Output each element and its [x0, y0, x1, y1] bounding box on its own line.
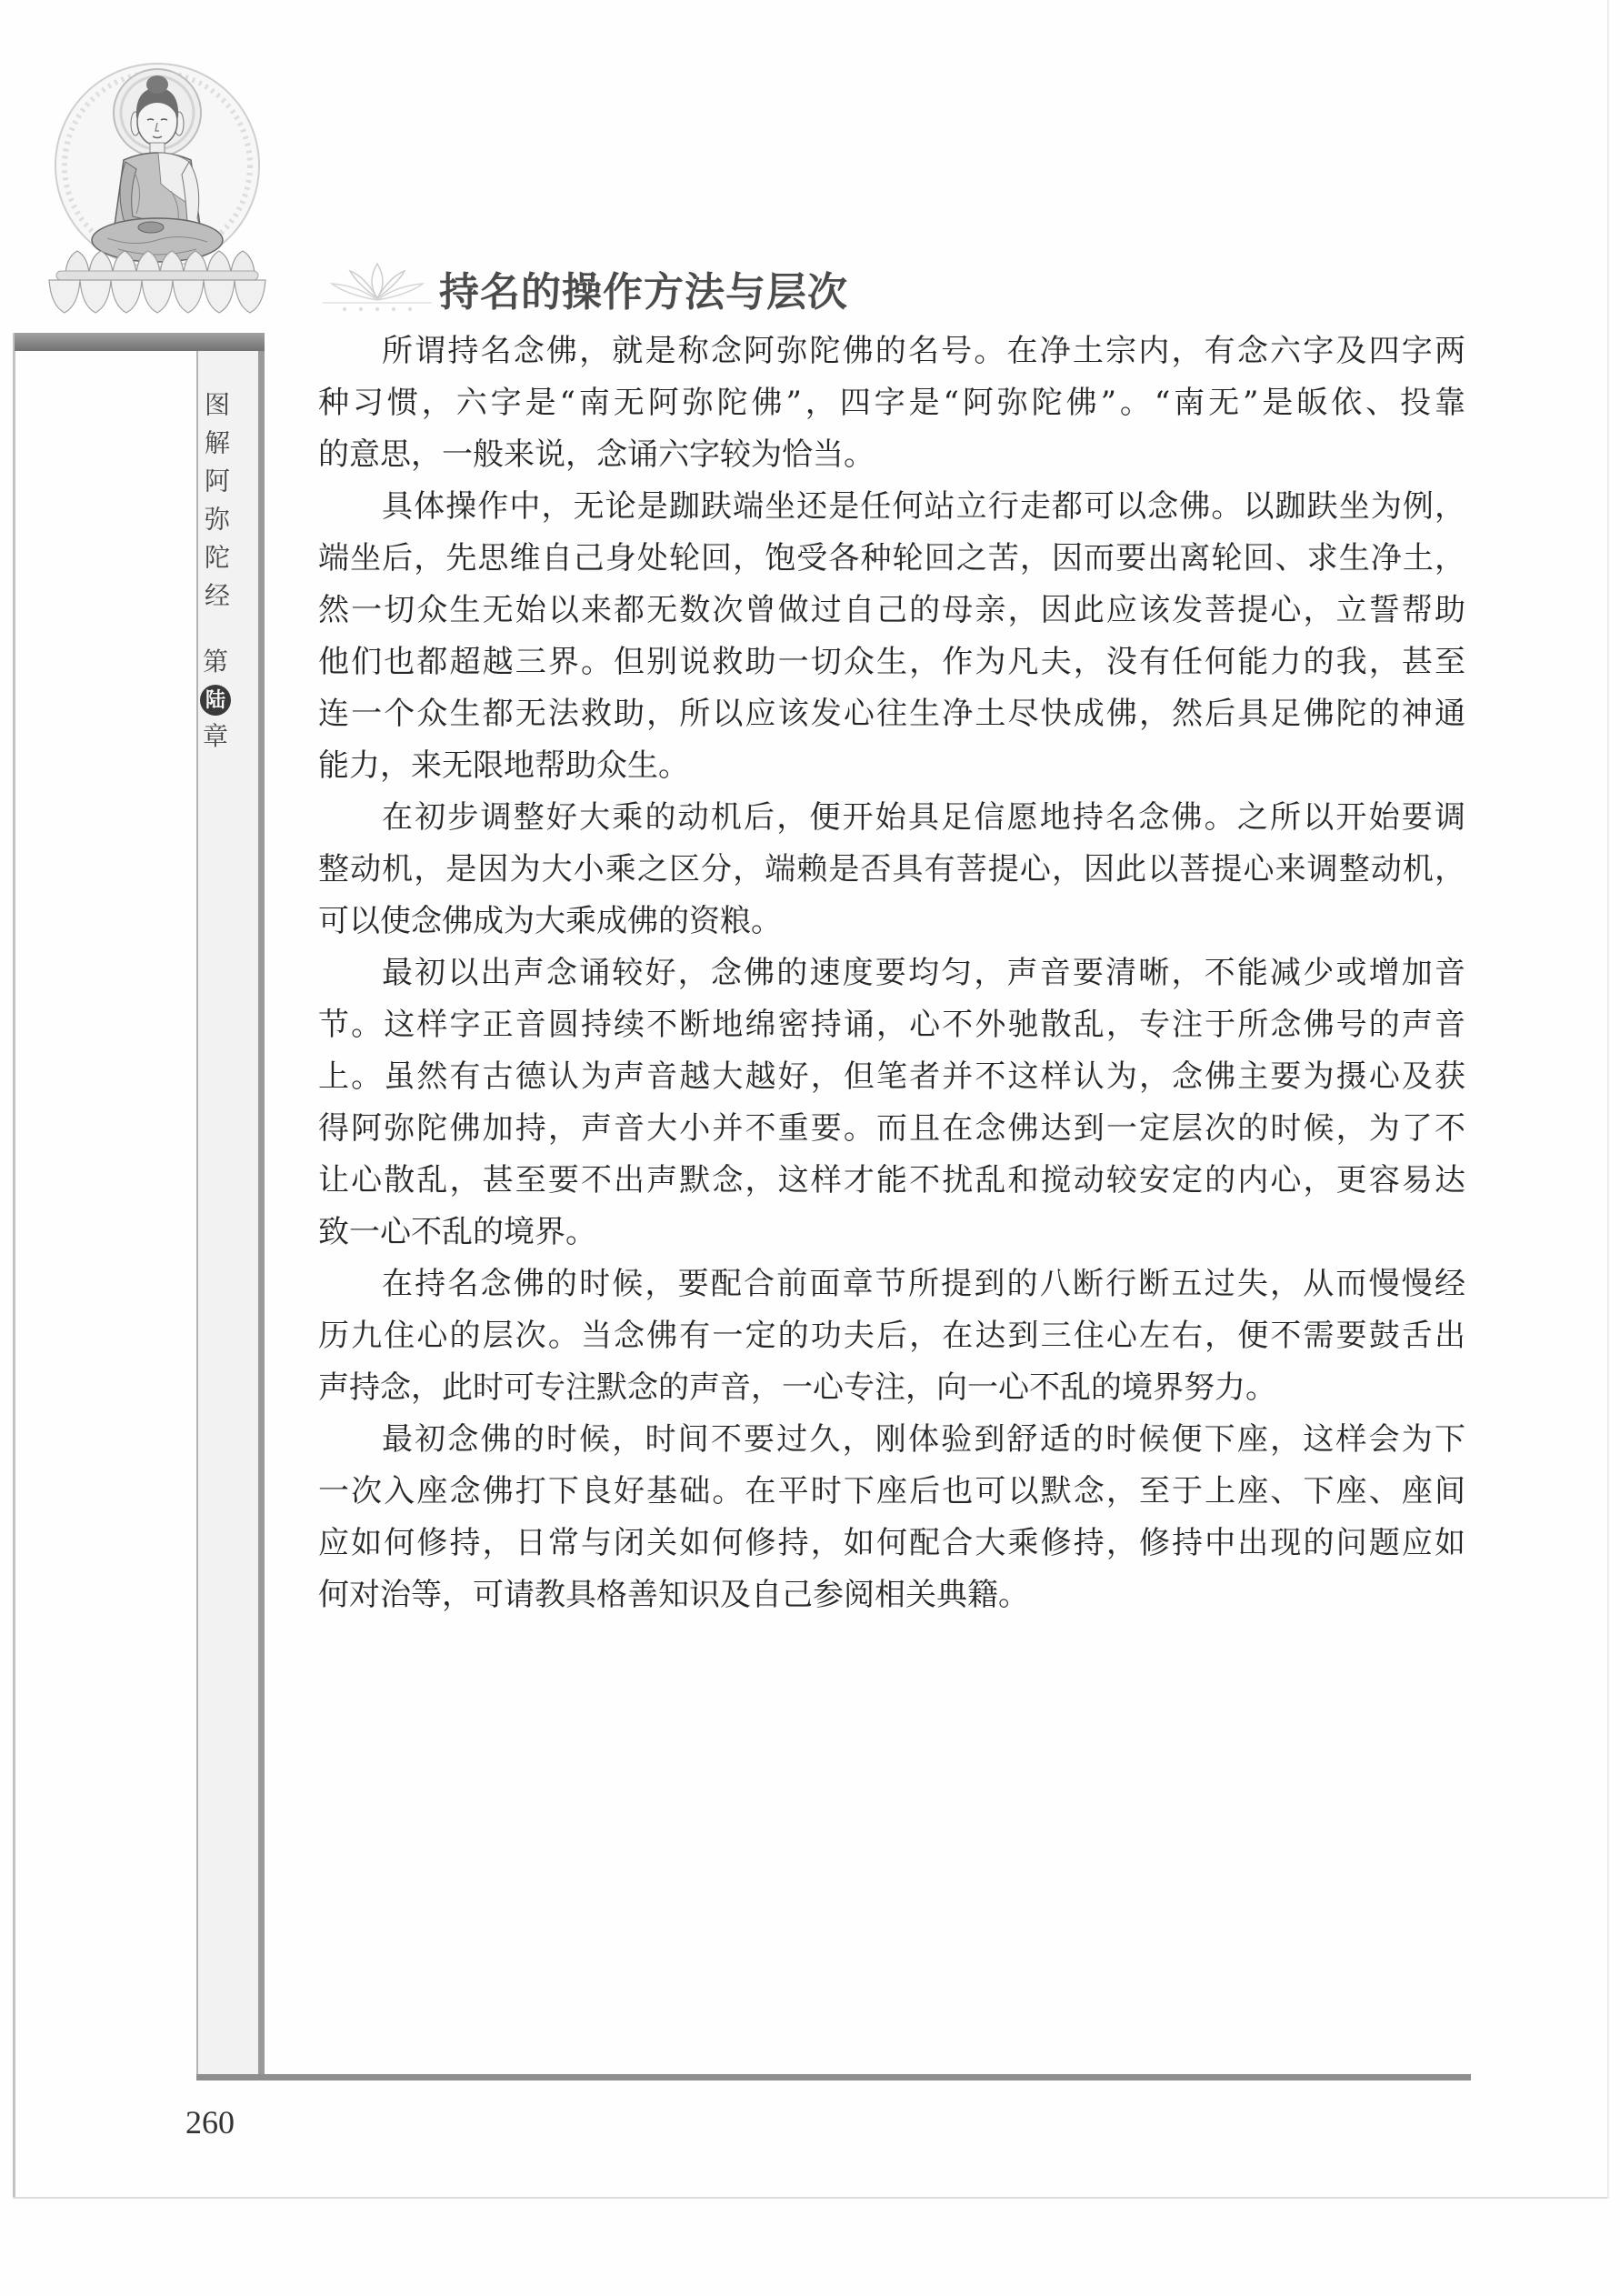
- text-line: 致一心不乱的境界。: [318, 1214, 596, 1250]
- text-line: 最初以出声念诵较好，念佛的速度要均匀，声音要清晰，不能减少或增加音: [382, 955, 1465, 991]
- section-title: 持名的操作方法与层次: [439, 269, 848, 316]
- text-line: 在初步调整好大乘的动机后，便开始具足信愿地持名念佛。之所以开始要调: [382, 799, 1465, 836]
- text-line: 的意思，一般来说，念诵六字较为恰当。: [318, 436, 875, 473]
- sidebar-chapter-number: 陆: [200, 685, 231, 716]
- sidebar-chapter-suffix: 章: [202, 721, 228, 751]
- text-line: 连一个众生都无法救助，所以应该发心往生净土尽快成佛，然后具足佛陀的神通: [318, 696, 1465, 732]
- text-line: 上。虽然有古德认为声音越大越好，但笔者并不这样认为，念佛主要为摄心及获: [318, 1058, 1465, 1095]
- paragraph: [318, 792, 1465, 947]
- paragraph: [318, 326, 1465, 481]
- text-line: 所谓持名念佛，就是称念阿弥陀佛的名号。在净土宗内，有念六字及四字两: [382, 333, 1465, 369]
- text-line: 一次入座念佛打下良好基础。在平时下座后也可以默念，至于上座、下座、座间: [318, 1473, 1465, 1509]
- scan-edge-left: [13, 333, 15, 2199]
- text-line: 然一切众生无始以来都无数次曾做过自己的母亲，因此应该发菩提心，立誓帮助: [318, 592, 1465, 628]
- sidebar-book-title: 图解阿弥陀经: [201, 391, 231, 620]
- text-line: 应如何修持，日常与闭关如何修持，如何配合大乘修持，修持中出现的问题应如: [318, 1525, 1465, 1561]
- page-number: 260: [185, 2104, 235, 2141]
- text-line: 何对治等，可请教具格善知识及自己参阅相关典籍。: [318, 1577, 1029, 1613]
- paragraph: [318, 481, 1465, 792]
- sidebar-chapter-prefix: 第: [202, 647, 228, 677]
- text-line: 最初念佛的时候，时间不要过久，刚体验到舒适的时候便下座，这样会为下: [382, 1421, 1465, 1458]
- text-line: 在持名念佛的时候，要配合前面章节所提到的八断行断五过失，从而慢慢经: [382, 1266, 1465, 1302]
- paragraph: [318, 947, 1465, 1258]
- text-line: 具体操作中，无论是跏趺端坐还是任何站立行走都可以念佛。以跏趺坐为例，: [382, 488, 1465, 525]
- sidebar-top-bar: [15, 333, 265, 351]
- buddha-illustration: [35, 45, 280, 318]
- body-text: [318, 326, 1465, 1621]
- footer-rule: [196, 2074, 1471, 2080]
- text-line: 能力，来无限地帮助众生。: [318, 747, 689, 784]
- scan-edge-right: [1607, 0, 1609, 2199]
- text-line: 得阿弥陀佛加持，声音大小并不重要。而且在念佛达到一定层次的时候，为了不: [318, 1110, 1465, 1147]
- text-line: 历九住心的层次。当念佛有一定的功夫后，在达到三住心左右，便不需要鼓舌出: [318, 1318, 1465, 1354]
- text-line: 节。这样字正音圆持续不断地绵密持诵，心不外驰散乱，专注于所念佛号的声音: [318, 1007, 1465, 1043]
- text-line: 可以使念佛成为大乘成佛的资粮。: [318, 903, 782, 939]
- paragraph: [318, 1258, 1465, 1414]
- lotus-ornament: [314, 256, 441, 316]
- text-line: 端坐后，先思维自己身处轮回，饱受各种轮回之苦，因而要出离轮回、求生净土，: [318, 540, 1465, 577]
- scan-edge-bottom: [13, 2197, 1609, 2199]
- paragraph: [318, 1414, 1465, 1621]
- text-line: 种习惯，六字是“南无阿弥陀佛”，四字是“阿弥陀佛”。“南无”是皈依、投靠: [318, 385, 1465, 421]
- text-line: 让心散乱，甚至要不出声默念，这样才能不扰乱和搅动较安定的内心，更容易达: [318, 1162, 1465, 1198]
- text-line: 他们也都超越三界。但别说救助一切众生，作为凡夫，没有任何能力的我，甚至: [318, 644, 1465, 680]
- text-line: 声持念，此时可专注默念的声音，一心专注，向一心不乱的境界努力。: [318, 1369, 1276, 1406]
- text-line: 整动机，是因为大小乘之区分，端赖是否具有菩提心，因此以菩提心来调整动机，: [318, 851, 1465, 887]
